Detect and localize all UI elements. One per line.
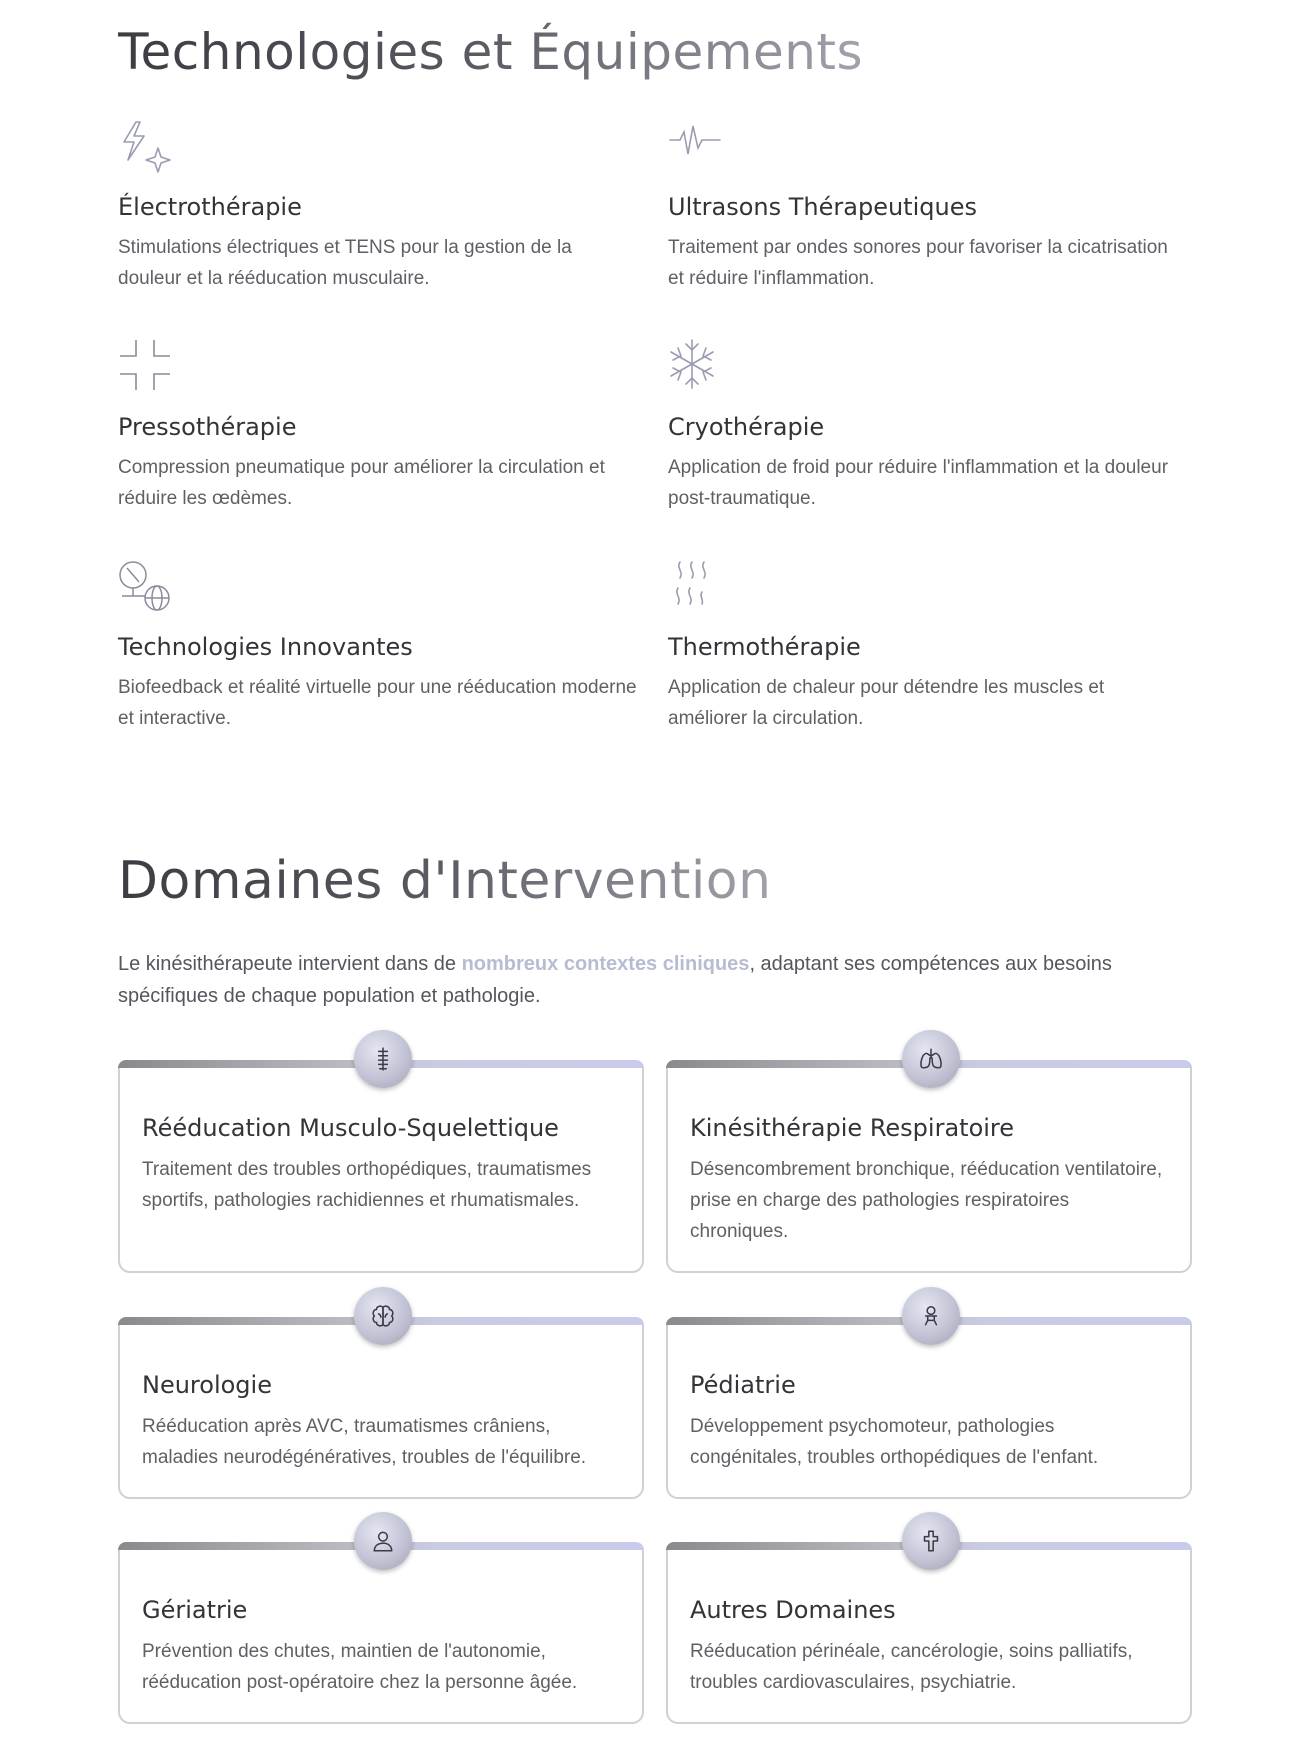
lungs-icon	[918, 1046, 944, 1072]
card-title: Pédiatrie	[690, 1371, 796, 1399]
baby-icon	[918, 1303, 944, 1329]
card-title: Autres Domaines	[690, 1596, 896, 1624]
domains-intro	[118, 948, 1178, 1012]
tech-desc: Application de froid pour réduire l'inflammation et la douleur post-traumatique.	[668, 457, 1169, 509]
card-badge	[902, 1287, 960, 1345]
card-desc: Désencombrement bronchique, rééducation ventilatoire, prise en charge des pathologies respiratoires chroniques.	[690, 1159, 1163, 1242]
satellite-globe-icon	[118, 558, 174, 614]
domain-card-geriatrie	[118, 1550, 644, 1724]
card-desc: Rééducation périnéale, cancérologie, soins palliatifs, troubles cardiovasculaires, psychiatrie.	[690, 1641, 1133, 1693]
tech-item-electrotherapie	[118, 118, 638, 294]
tech-name: Technologies Innovantes	[118, 633, 413, 661]
card-desc: Développement psychomoteur, pathologies congénitales, troubles orthopédiques de l'enfant.	[690, 1416, 1099, 1468]
tech-desc: Traitement par ondes sonores pour favoriser la cicatrisation et réduire l'inflammation.	[668, 237, 1168, 289]
tech-name: Pressothérapie	[118, 413, 297, 441]
domain-card-pediatrie	[666, 1325, 1192, 1499]
tech-name: Ultrasons Thérapeutiques	[668, 193, 977, 221]
card-badge	[354, 1030, 412, 1088]
card-badge	[354, 1512, 412, 1570]
tech-item-thermotherapie	[668, 558, 1188, 734]
user-icon	[370, 1528, 396, 1554]
tech-item-innovantes	[118, 558, 638, 734]
domain-card-neurologie	[118, 1325, 644, 1499]
tech-name: Électrothérapie	[118, 193, 302, 221]
compress-icon	[118, 338, 174, 394]
domains-title: Domaines d'Intervention	[118, 848, 772, 914]
tech-name: Thermothérapie	[668, 633, 861, 661]
card-title: Kinésithérapie Respiratoire	[690, 1114, 1015, 1142]
domain-card-musculo	[118, 1068, 644, 1273]
snowflake-icon	[668, 338, 724, 394]
intro-text: Le kinésithérapeute intervient dans de	[118, 953, 462, 975]
technologies-title: Technologies et Équipements	[118, 20, 863, 84]
card-title: Gériatrie	[142, 1596, 248, 1624]
card-badge	[354, 1287, 412, 1345]
tech-desc: Compression pneumatique pour améliorer la circulation et réduire les œdèmes.	[118, 457, 605, 509]
tech-item-cryotherapie	[668, 338, 1188, 514]
domain-card-autres	[666, 1550, 1192, 1724]
heat-waves-icon	[668, 558, 724, 614]
card-title: Neurologie	[142, 1371, 272, 1399]
tech-item-pressotherapie	[118, 338, 638, 514]
intro-highlight: nombreux contextes cliniques	[461, 953, 750, 975]
tech-desc: Stimulations électriques et TENS pour la gestion de la douleur et la rééducation musculaire.	[118, 237, 572, 289]
card-title: Rééducation Musculo-Squelettique	[142, 1114, 559, 1142]
tech-desc: Biofeedback et réalité virtuelle pour une rééducation moderne et interactive.	[118, 677, 637, 729]
brain-icon	[370, 1303, 396, 1329]
card-desc: Prévention des chutes, maintien de l'autonomie, rééducation post-opératoire chez la personne âgée.	[142, 1641, 578, 1693]
tech-desc: Application de chaleur pour détendre les muscles et améliorer la circulation.	[668, 677, 1105, 729]
card-desc: Rééducation après AVC, traumatismes crâniens, maladies neurodégénératives, troubles de l'équilibre.	[142, 1416, 587, 1468]
spine-icon	[370, 1046, 396, 1072]
cross-icon	[918, 1528, 944, 1554]
card-badge	[902, 1512, 960, 1570]
tech-item-ultrasons	[668, 118, 1188, 294]
sparkle-bolt-icon	[118, 118, 174, 174]
intro-text-end: , adaptant ses compétences aux besoins spécifiques de chaque population et pathologie.	[118, 953, 1112, 1007]
card-badge	[902, 1030, 960, 1088]
domain-card-respiratoire	[666, 1068, 1192, 1273]
card-desc: Traitement des troubles orthopédiques, traumatismes sportifs, pathologies rachidiennes et rhumatismales.	[142, 1159, 592, 1211]
waveform-icon	[668, 118, 724, 174]
tech-name: Cryothérapie	[668, 413, 825, 441]
